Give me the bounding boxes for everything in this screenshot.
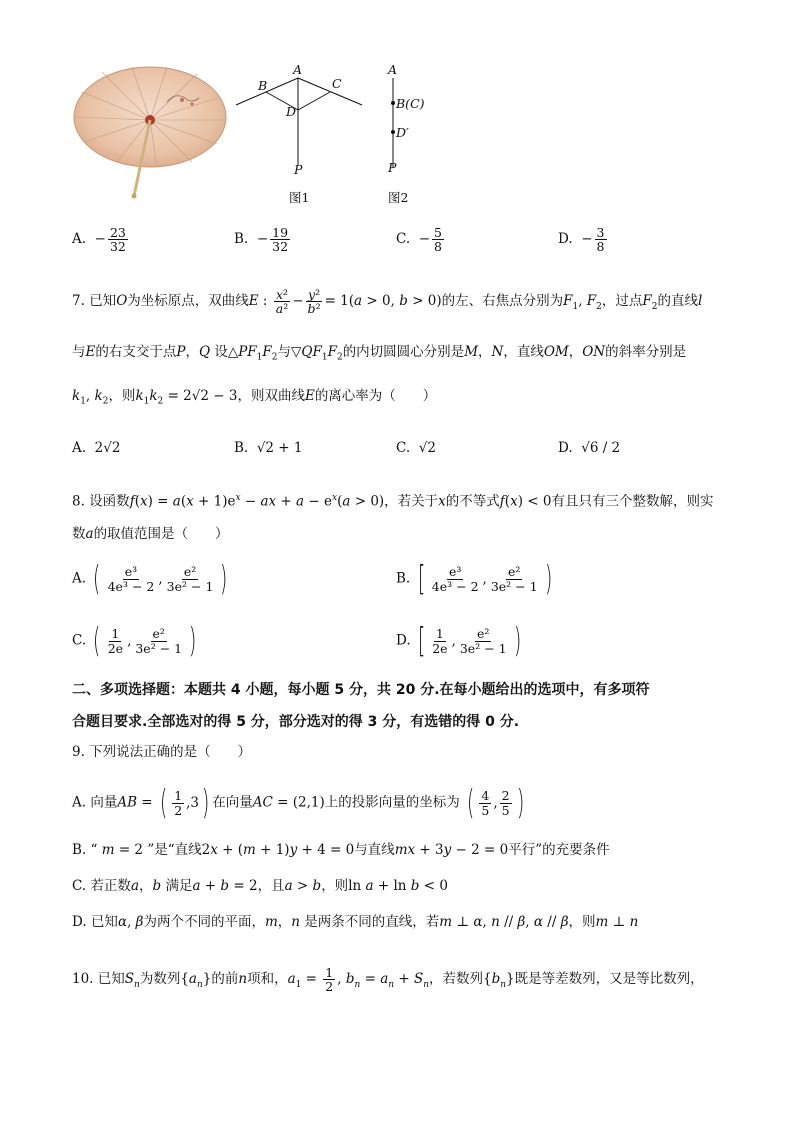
umbrella-photo [72,62,232,202]
q7-option-d[interactable]: D. √6 / 2 [558,440,621,456]
section-2-heading-line-2: 合题目要求.全部选对的得 5 分，部分选对的得 3 分，有选错的得 0 分. [72,714,520,730]
q6-option-d[interactable]: D. − $\frac{3}{8}$ [558,225,605,255]
fig1-point-B: B [258,78,268,93]
fig1-point-D: D [286,104,297,119]
q9-option-c[interactable]: C. 若正数a，b 满足a + b = 2，且a > b，则ln a + ln b < 0 [72,878,448,894]
fig2-point-A: A [388,62,398,77]
q6-option-b[interactable]: B. − $\frac{19}{32}$ [234,225,289,255]
q8-option-a[interactable]: A. ( $\frac{\text{e³}}{\text{4e³ − 2}}$ , $\frac{\text{e²}}{\text{3e² − 1}}$ ) [72,559,228,599]
q7-option-b[interactable]: B. √2 + 1 [234,440,303,456]
q7-option-a[interactable]: A. 2√2 [72,440,121,456]
q8-option-c[interactable]: C. ( $\frac{1}{2e}$ , $\frac{\text{e²}}{\text{3e² − 1}}$ ) [72,621,197,661]
q9-option-b[interactable]: B. “ m = 2 ”是“直线2x + (m + 1)y + 4 = 0与直线mx + 3y − 2 = 0平行”的充要条件 [72,842,610,858]
fig2-point-BC: B(C) [396,96,425,111]
q9-stem: 9. 下列说法正确的是（ ） [72,744,252,760]
q7-line-2: 与E的右支交于点P，Q 设$\triangle PF_1F_2$与$▽QF_1F_2$的内切圆圆心分别是M，N，直线OM，ON的斜率分别是 [72,344,687,363]
fig1-point-A: A [293,62,303,77]
q7-option-c[interactable]: C. √2 [396,440,436,456]
q9-option-a[interactable]: A. 向量AB = ( $\frac{1}{2}$ ,3 ) 在向量AC = (2,1)上的投影向量的坐标为 ( $\frac{4}{5}$ , $\frac{2}{5}$ ) [72,783,524,823]
q7-line-1: 7. 已知O为坐标原点，双曲线E : $\frac{\text{x²}}{\text{a²}}$ − $\frac{\text{y²}}{\text{b²}}$ = 1(a > 0, b > 0)的左、右焦点分别为$F_1$, $F_2$，过点$F_2$的直线l [72,287,703,317]
fig1-caption: 图1 [289,190,310,205]
fig1-point-C: C [332,76,342,91]
q8-line-1: 8. 设函数$f(x) = a(x + 1)e^x$ − ax + $a - e^x(a > 0)$，若关于x的不等式f(x) < 0有且只有三个整数解，则实 [72,493,714,510]
section-2-heading-line-1: 二、多项选择题：本题共 4 小题，每小题 5 分，共 20 分.在每小题给出的选项中，有多项符 [72,682,650,698]
fig2-point-P: P [388,160,397,175]
q6-option-a[interactable]: A. − $\frac{23}{32}$ [72,225,126,255]
fig2-caption: 图2 [388,190,409,205]
q8-option-b[interactable]: B. [ $\frac{\text{e³}}{\text{4e³ − 2}}$ , $\frac{\text{e²}}{\text{3e² − 1}}$ ) [396,559,552,599]
q6-option-c[interactable]: C. − $\frac{5}{8}$ [396,225,442,255]
q8-line-2: 数a的取值范围是（ ） [72,526,229,542]
q7-line-3: $k_1$, $k_2$，则$k_1k_2 = 2√2 - 3$，则双曲线E的离心率为（ ） [72,388,437,407]
q9-option-d[interactable]: D. 已知α, β为两个不同的平面，m，n 是两条不同的直线，若m ⊥ α, n // β, α // β，则m ⊥ n [72,914,639,930]
q8-option-d[interactable]: D. [ $\frac{1}{2e}$ , $\frac{\text{e²}}{\text{3e² − 1}}$ ) [396,621,521,661]
fig2-point-Dprime: D′ [396,125,409,140]
q10-line-1: 10. 已知$S_n$为数列$\{a_n\}$的前n项和，$a_1$ = $\frac{1}{2}$ , $b_n = a_n + S_n$，若数列$\{b_n\}$既是等差数列，又是等比数列， [72,965,704,995]
fig1-point-P: P [294,162,303,177]
